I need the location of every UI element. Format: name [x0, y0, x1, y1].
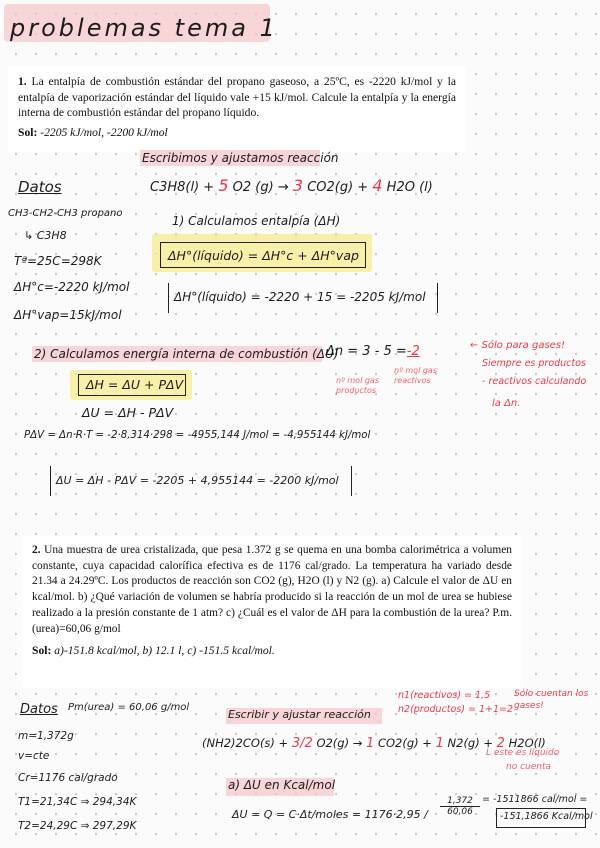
datos-1-item: ΔH°vap=15kJ/mol [14, 308, 122, 322]
problem-1-sol-label: Sol: [18, 125, 38, 139]
note-liquid-1: L este es líquido [486, 748, 560, 758]
note-liquid-2: no cuenta [506, 762, 552, 772]
datos-2-item: m=1,372g [18, 730, 74, 742]
eq-a-fraction [440, 796, 480, 817]
problem-1-number: 1. [18, 75, 27, 88]
reaction-2: (NH2)2CO(s) + 3/2 O2(g) → 1 CO2(g) + 1 N2(g) + 2 H2O(l) [202, 736, 546, 751]
datos-1-item: ΔH°c=-2220 kJ/mol [14, 280, 130, 294]
datos-2-item: Cr=1176 cal/grado [18, 772, 118, 784]
datos-1-item: Tª=25C=298K [14, 254, 102, 268]
eq5: ΔU = ΔH - PΔV = -2205 + 4,955144 = -2200 kJ/mol [56, 474, 339, 487]
problem-1-box [8, 66, 466, 152]
note-side-1: Siempre es productos [482, 358, 586, 369]
problem-1-sol-value: -2205 kJ/mol, -2200 kJ/mol [40, 125, 168, 139]
note-sub-prod: nº mol gas productos [336, 376, 379, 395]
step-2-label: 2) Calculamos energía interna de combustión (ΔU) [34, 347, 339, 361]
delta-n: Δn = 3 - 5 =-2 [326, 344, 420, 359]
problem-1-text: La entalpía de combustión estándar del propano gaseoso, a 25ºC, es -2220 kJ/mol y la entalpía de vaporización estándar del líquido vale +15 kJ/mol. Calcule la entalpía y la energía interna de combustión estándar del propano líquido. [18, 75, 456, 120]
step-1-label: 1) Calculamos entalpía (ΔH) [172, 214, 341, 228]
note-side-3: la Δn. [492, 398, 521, 409]
n-reactivos: n1(reactivos) = 1,5 [398, 690, 491, 701]
note-sub-react: nº mol gas reactivos [394, 366, 437, 385]
eq-a-frac-den: 60,06 [447, 807, 473, 817]
n-productos: n2(productos) = 1+1=2 [398, 704, 514, 715]
eq-a-result: = -1511866 cal/mol = [482, 794, 588, 805]
reaction-heading-2: Escribir y ajustar reacción [228, 708, 371, 721]
eq2: ΔH = ΔU + PΔV [86, 377, 184, 392]
note-gases-1: ← Sólo para gases! [470, 340, 566, 351]
problem-2-sol-label: Sol: [32, 644, 52, 658]
note-side-2: - reactivos calculando [482, 376, 587, 387]
eq1: ΔH°(líquido) = ΔH°c + ΔH°vap [168, 248, 359, 263]
eq3: ΔU = ΔH - PΔV [82, 405, 174, 420]
datos-2-title: Datos [20, 702, 58, 717]
datos-2-item: v=cte [18, 750, 50, 762]
datos-2-item: T2=24,29C ⇒ 297,29K [18, 820, 137, 832]
problem-2-text: Una muestra de urea cristalizada, que pesa 1.372 g se quema en una bomba calorimétrica a volumen constante, cuya capacidad calorífica efectiva es de 1176 cal/grado. La temperatura ha variado desde 21.34 a 24.29ºC. Los productos de reacción son CO2 (g), H2O (l) y N2 (g). a) Calcule el valor de ΔU en kcal/mol. b) ¿Qué variación de volumen se habría producido si la reacción de un mol de urea se hubiese realizado a la presión constante de 1 atm? c) ¿Cuál es el valor de ΔH para la combustión de la urea? P.m.(urea)=60,06 g/mol [32, 544, 512, 635]
problem-2-sol-value: a)-151.8 kcal/mol, b) 12.1 l, c) -151.5 kcal/mol. [54, 644, 275, 658]
eq-a-final: -151,1866 Kcal/mol [500, 811, 593, 822]
eq1-result: ΔH°(líquido) = -2220 + 15 = -2205 kJ/mol [174, 290, 426, 304]
step-a-label: a) ΔU en Kcal/mol [228, 778, 336, 792]
problem-2-number: 2. [32, 544, 41, 556]
reaction-1: C3H8(l) + 5 O2 (g) → 3 CO2(g) + 4 H2O (l) [150, 176, 433, 195]
eq-a-frac-num: 1,372 [440, 796, 480, 807]
eq4: PΔV = Δn·R·T = -2·8,314·298 = -4955,144 J/mol = -4,955144 kJ/mol [24, 430, 371, 441]
datos-2-item: T1=21,34C ⇒ 294,34K [18, 796, 137, 808]
datos-2-pm: Pm(urea) = 60,06 g/mol [68, 702, 190, 713]
page-title: problemas tema 1 [10, 14, 278, 42]
reaction-heading-1: Escribimos y ajustamos reacción [142, 151, 339, 165]
datos-1-item: CH3-CH2-CH3 propano [8, 208, 123, 219]
problem-2-box [22, 536, 522, 688]
datos-1-title: Datos [18, 178, 62, 196]
eq-a: ΔU = Q = C·Δt/moles = 1176·2,95 / [232, 808, 428, 821]
note-gases-2: Sólo cuentan los gases! [514, 689, 589, 711]
datos-1-item: ↳ C3H8 [24, 229, 67, 242]
